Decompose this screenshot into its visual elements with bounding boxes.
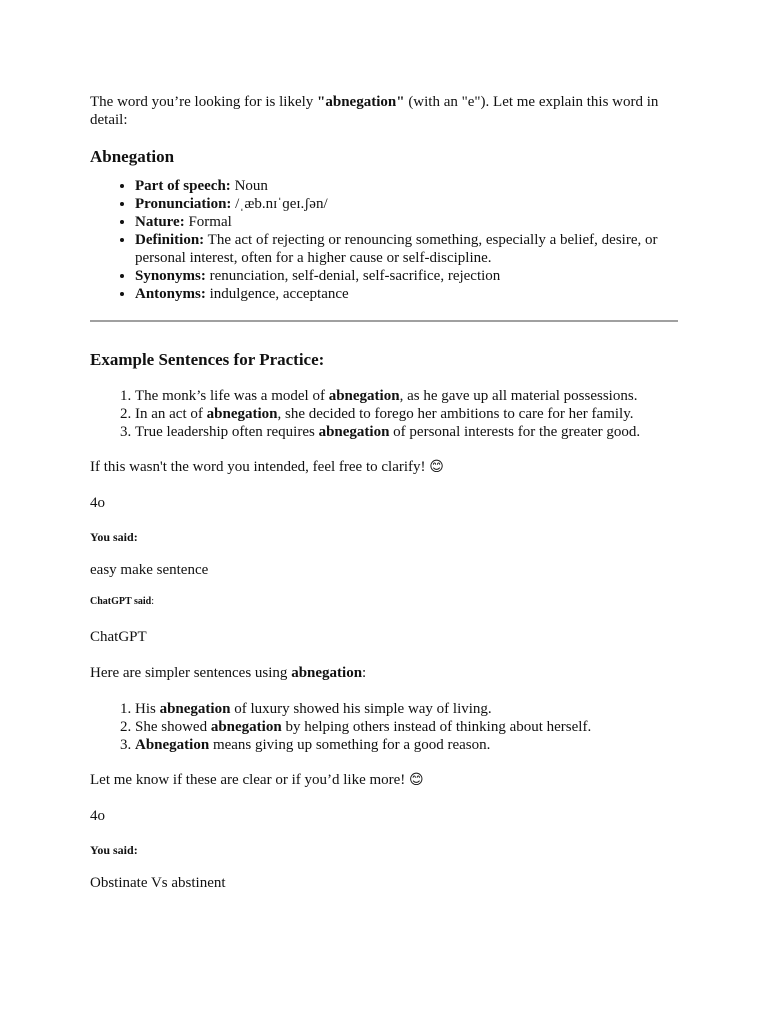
simple-sentences-list xyxy=(90,700,678,754)
definition-item xyxy=(135,195,678,213)
section-divider xyxy=(90,320,678,322)
definition-list xyxy=(90,177,678,303)
word-heading: Abnegation xyxy=(90,147,175,166)
user-message: easy make sentence xyxy=(90,562,209,578)
chatgpt-said-label xyxy=(90,596,678,608)
sentence-keyword: abnegation xyxy=(328,388,400,404)
sentence-text: , she decided to forego her ambitions to care for her family. xyxy=(277,406,634,422)
definition-value: The act of rejecting or renouncing something, especially a belief, desire, or personal interest, often for a higher cause or self-discipline. xyxy=(135,232,658,266)
closing-paragraph xyxy=(90,771,678,789)
definition-value: Noun xyxy=(230,178,268,194)
clarify-paragraph xyxy=(90,458,678,476)
definition-item xyxy=(135,267,678,285)
simple-sentence xyxy=(135,736,678,754)
sentence-text: of luxury showed his simple way of living. xyxy=(230,701,492,717)
sentence-keyword: abnegation xyxy=(206,406,278,422)
sentence-keyword: abnegation xyxy=(318,424,390,440)
definition-label: Part of speech: xyxy=(135,178,231,194)
sentence-text: In an act of xyxy=(135,406,207,422)
closing-text: Let me know if these are clear or if you’d like more! xyxy=(90,772,410,788)
sentence-keyword: abnegation xyxy=(210,719,282,735)
sentence-text: by helping others instead of thinking about herself. xyxy=(281,719,592,735)
definition-value: Formal xyxy=(184,214,232,230)
example-sentence xyxy=(135,423,678,441)
sentence-keyword: abnegation xyxy=(159,701,231,717)
sentence-text: means giving up something for a good reason. xyxy=(209,737,491,753)
intro-paragraph xyxy=(90,93,678,129)
intro-word: "abnegation" xyxy=(317,94,405,110)
intro-text-start: The word you’re looking for is likely xyxy=(90,94,318,110)
definition-label: Nature: xyxy=(135,214,185,230)
definition-label: Pronunciation: xyxy=(135,196,232,212)
sentence-text: True leadership often requires xyxy=(135,424,319,440)
definition-value: indulgence, acceptance xyxy=(205,286,349,302)
clarify-text: If this wasn't the word you intended, feel free to clarify! xyxy=(90,459,430,475)
sentence-keyword: Abnegation xyxy=(135,737,210,753)
sentence-text: The monk’s life was a model of xyxy=(135,388,329,404)
simple-intro-colon: : xyxy=(362,665,367,681)
definition-item xyxy=(135,177,678,195)
definition-value: renunciation, self-denial, self-sacrifice, rejection xyxy=(205,268,501,284)
model-tag: 4o xyxy=(90,495,105,511)
simple-intro-paragraph xyxy=(90,664,678,682)
sentence-text: of personal interests for the greater good. xyxy=(389,424,641,440)
you-said-label: You said: xyxy=(90,843,138,857)
example-sentence xyxy=(135,387,678,405)
sentence-text: She showed xyxy=(135,719,211,735)
definition-label: Definition: xyxy=(135,232,205,248)
smile-emoji-icon: 😊 xyxy=(429,459,444,475)
definition-item xyxy=(135,231,678,267)
simple-sentence xyxy=(135,718,678,736)
definition-value: /ˌæb.nɪˈɡeɪ.ʃən/ xyxy=(231,196,328,212)
simple-intro-keyword: abnegation xyxy=(291,665,363,681)
chatgpt-said-text: ChatGPT said xyxy=(90,596,152,607)
chatgpt-said-colon: : xyxy=(151,596,155,607)
intro-text-end: (with an "e"). Let me explain this word in detail: xyxy=(90,94,659,128)
sentence-text: , as he gave up all material possessions. xyxy=(399,388,638,404)
smile-emoji-icon: 😊 xyxy=(409,772,424,788)
assistant-name: ChatGPT xyxy=(90,629,147,645)
example-sentence xyxy=(135,405,678,423)
definition-label: Antonyms: xyxy=(135,286,206,302)
definition-item xyxy=(135,213,678,231)
example-sentences-list xyxy=(90,387,678,441)
simple-intro-text: Here are simpler sentences using xyxy=(90,665,292,681)
you-said-label: You said: xyxy=(90,530,138,544)
definition-label: Synonyms: xyxy=(135,268,206,284)
definition-item xyxy=(135,285,678,303)
user-message: Obstinate Vs abstinent xyxy=(90,875,226,891)
simple-sentence xyxy=(135,700,678,718)
model-tag: 4o xyxy=(90,808,105,824)
examples-heading: Example Sentences for Practice: xyxy=(90,350,325,369)
sentence-text: His xyxy=(135,701,160,717)
chat-transcript-page xyxy=(90,93,678,909)
